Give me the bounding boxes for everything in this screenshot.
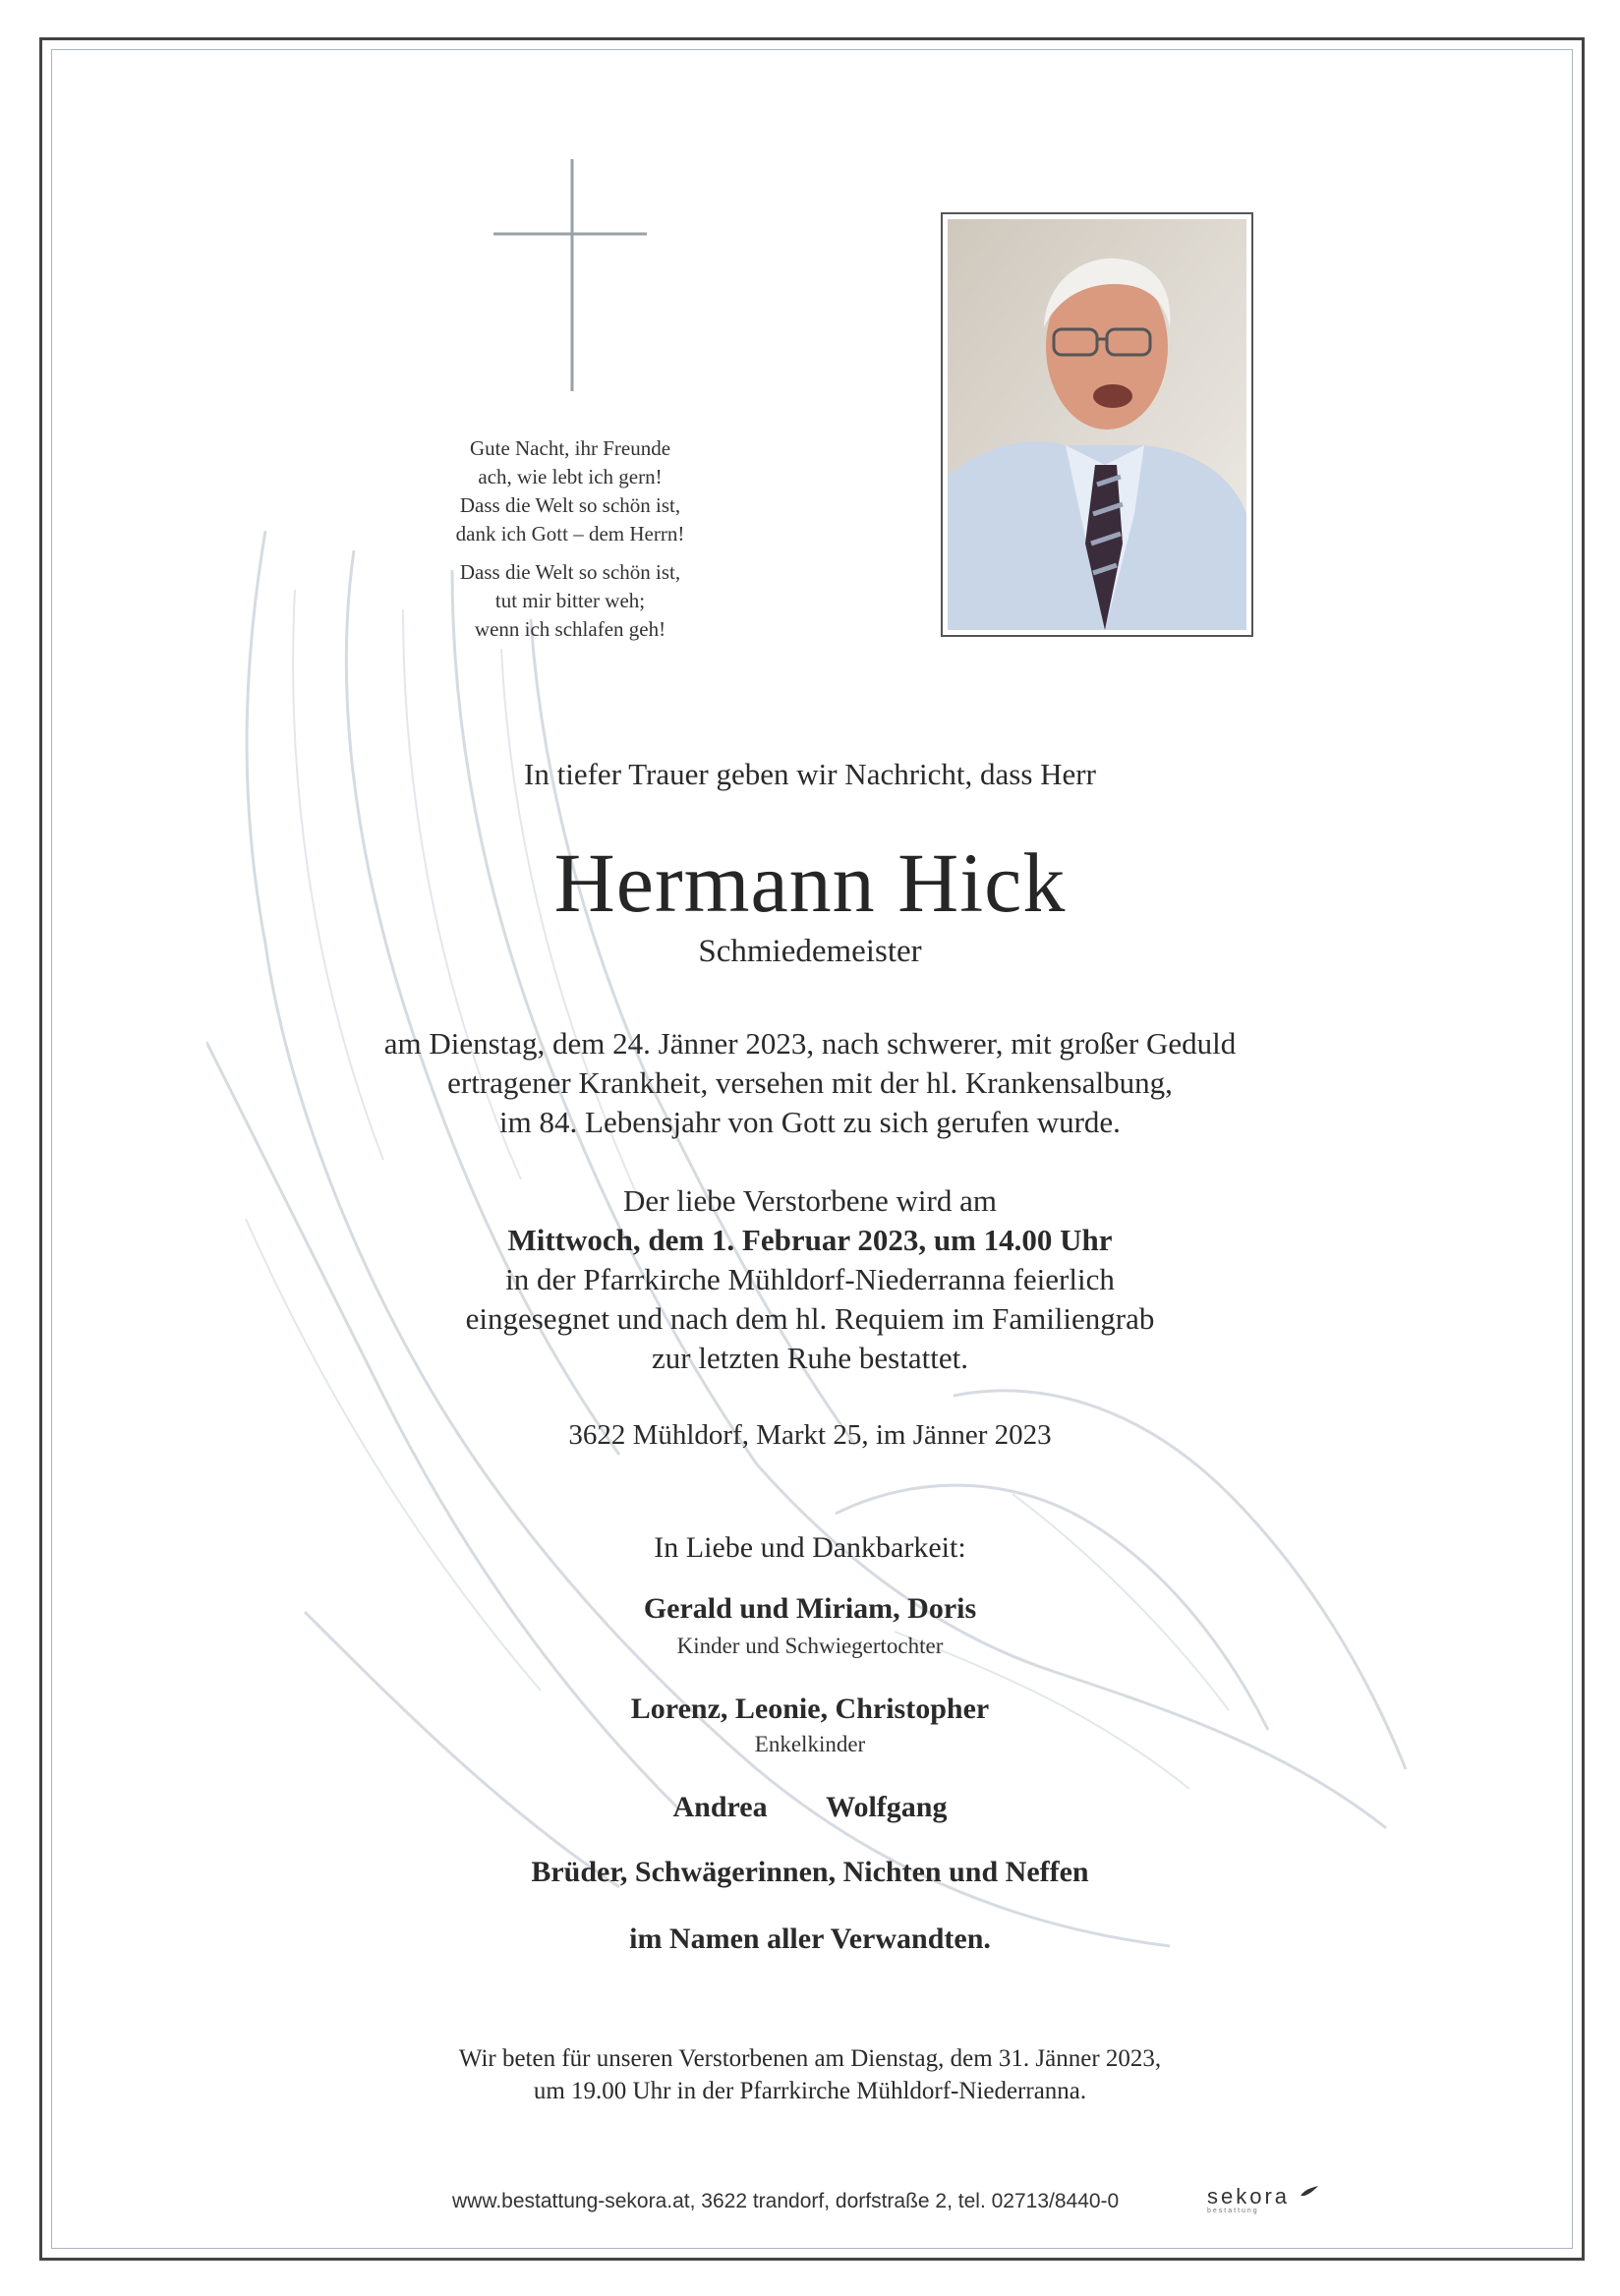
death-line: ertragener Krankheit, versehen mit der hl. Krankensalbung,: [447, 1065, 1173, 1100]
mourner-group-names: im Namen aller Verwandten.: [629, 1923, 991, 1955]
mourners-heading: In Liebe und Dankbarkeit:: [654, 1531, 966, 1564]
portrait-image: [948, 219, 1246, 630]
poem-line: ach, wie lebt ich gern!: [478, 465, 663, 488]
intro-text: In tiefer Trauer geben wir Nachricht, dass Herr: [524, 757, 1096, 791]
poem-line: Dass die Welt so schön ist,: [459, 560, 681, 584]
poem-line: Gute Nacht, ihr Freunde: [469, 436, 671, 460]
funeral-date: Mittwoch, dem 1. Februar 2023, um 14.00 Uhr: [507, 1223, 1113, 1257]
mourner-group-relation: Kinder und Schwiegertochter: [676, 1634, 944, 1658]
mourner-siblings: [0, 1791, 1620, 1824]
portrait-photo: [941, 212, 1253, 637]
mourner-name: Andrea: [672, 1791, 768, 1823]
poem-line: wenn ich schlafen geh!: [474, 617, 666, 641]
mourner-group-names: Gerald und Miriam, Doris: [643, 1592, 977, 1625]
mourner-name: Wolfgang: [826, 1791, 948, 1823]
prayer-line: Wir beten für unseren Verstorbenen am Dienstag, dem 31. Jänner 2023,: [458, 2045, 1162, 2072]
mourner-group-names: Brüder, Schwägerinnen, Nichten und Neffen: [531, 1856, 1089, 1888]
mourner-group-relation: Enkelkinder: [754, 1732, 866, 1756]
sekora-logo: [1207, 2184, 1320, 2214]
place-date: 3622 Mühldorf, Markt 25, im Jänner 2023: [568, 1419, 1052, 1451]
death-line: am Dienstag, dem 24. Jänner 2023, nach schwerer, mit großer Geduld: [383, 1026, 1237, 1061]
bird-icon: [1299, 2184, 1320, 2200]
mourner-group-names: Lorenz, Leonie, Christopher: [630, 1693, 990, 1725]
poem-line: Dass die Welt so schön ist,: [459, 493, 681, 517]
logo-subtext: bestattung: [1207, 2208, 1259, 2214]
poem-stanza-1: [374, 434, 767, 548]
poem: [374, 434, 767, 644]
funeral-line: Der liebe Verstorbene wird am: [623, 1183, 997, 1218]
poem-line: tut mir bitter weh;: [494, 589, 646, 612]
funeral-line: in der Pfarrkirche Mühldorf-Niederranna feierlich: [505, 1262, 1115, 1296]
funeral-line: zur letzten Ruhe bestattet.: [652, 1341, 968, 1375]
prayer-notice: [0, 2042, 1620, 2107]
deceased-title: Schmiedemeister: [698, 934, 922, 969]
logo-text: sekora: [1207, 2184, 1291, 2209]
cross-icon: [492, 157, 649, 393]
death-paragraph: [0, 1024, 1620, 1142]
deceased-name: Hermann Hick: [553, 835, 1067, 930]
footer-contact: www.bestattung-sekora.at, 3622 trandorf, dorfstraße 2, tel. 02713/8440-0: [452, 2190, 1120, 2212]
funeral-line: eingesegnet und nach dem hl. Requiem im Familiengrab: [465, 1301, 1155, 1336]
death-line: im 84. Lebensjahr von Gott zu sich gerufen wurde.: [499, 1105, 1121, 1139]
funeral-paragraph: [0, 1181, 1620, 1378]
prayer-line: um 19.00 Uhr in der Pfarrkirche Mühldorf-Niederranna.: [533, 2078, 1087, 2104]
poem-line: dank ich Gott – dem Herrn!: [455, 522, 685, 545]
poem-stanza-2: [374, 558, 767, 644]
